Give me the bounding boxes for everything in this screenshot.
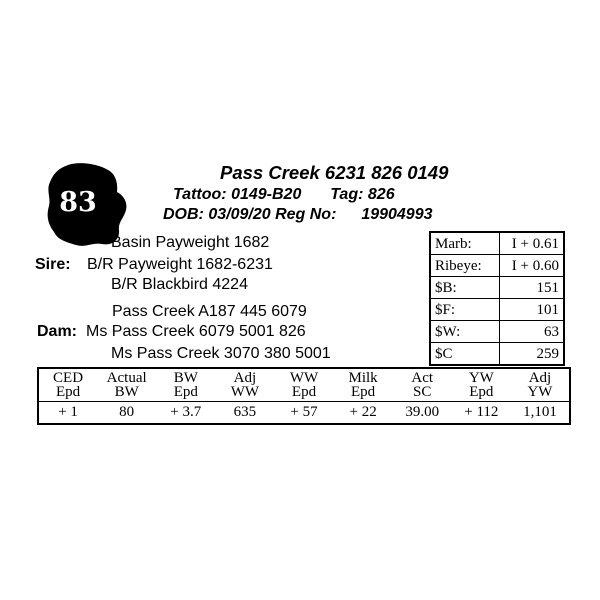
sire-name: B/R Payweight 1682-6231 (87, 256, 273, 273)
value-row (430, 343, 564, 366)
epd-header: YW (511, 385, 570, 402)
epd-header-row (38, 385, 570, 402)
tag-value: 826 (367, 186, 395, 203)
epd-header: Adj (233, 370, 257, 386)
dam-label: Dam: (37, 323, 78, 340)
epd-header: Actual (106, 370, 147, 386)
epd-header: Epd (334, 385, 393, 402)
value-label: Marb: (430, 232, 500, 255)
epd-header: Adj (528, 370, 552, 386)
epd-header: Epd (274, 385, 333, 402)
reg-label: Reg No: (275, 206, 337, 223)
value-cell: 151 (500, 277, 565, 299)
sire-of-sire: Basin Payweight 1682 (111, 234, 270, 251)
epd-value: 80 (119, 404, 135, 420)
sire-label: Sire: (35, 256, 71, 273)
epd-value: 1,101 (523, 404, 557, 420)
epd-header: BW (97, 385, 156, 402)
epd-header: BW (173, 370, 198, 386)
sire-of-dam: Pass Creek A187 445 6079 (112, 303, 307, 320)
value-cell: 63 (500, 321, 565, 343)
epd-header: WW (215, 385, 274, 402)
epd-table (37, 367, 571, 425)
value-row (430, 321, 564, 343)
epd-value: + 3.7 (170, 404, 202, 420)
value-cell: I + 0.60 (500, 255, 565, 277)
reg-value: 19904993 (361, 206, 433, 223)
value-cell: 259 (500, 343, 565, 366)
dam-of-sire: B/R Blackbird 4224 (111, 276, 248, 293)
value-row (430, 232, 564, 255)
epd-header: Epd (38, 385, 97, 402)
dob-label: DOB: (163, 206, 204, 223)
value-cell: 101 (500, 299, 565, 321)
epd-value: + 1 (58, 404, 78, 420)
value-label: $F: (430, 299, 500, 321)
value-cell: I + 0.61 (500, 232, 565, 255)
value-label: $C (430, 343, 500, 366)
epd-header: WW (289, 370, 319, 386)
epd-value: + 57 (290, 404, 318, 420)
value-row (430, 277, 564, 299)
epd-header: Milk (348, 370, 378, 386)
tattoo-label: Tattoo: (173, 186, 227, 203)
epd-header: CED (53, 370, 84, 386)
dam-of-dam: Ms Pass Creek 3070 380 5001 (111, 345, 331, 362)
epd-value: 635 (233, 404, 257, 420)
dob-line (163, 206, 433, 224)
dob-value: 03/09/20 (208, 206, 271, 223)
tag-label: Tag: (330, 186, 364, 203)
value-row (430, 255, 564, 277)
epd-header: YW (468, 370, 494, 386)
epd-value-row (38, 402, 570, 425)
epd-header: Epd (452, 385, 511, 402)
animal-name: Pass Creek 6231 826 0149 (220, 162, 449, 183)
value-label: $B: (430, 277, 500, 299)
lot-number: 83 (59, 187, 97, 218)
tattoo-line (173, 186, 395, 204)
dam-name: Ms Pass Creek 6079 5001 826 (86, 323, 306, 340)
epd-header: Epd (156, 385, 215, 402)
epd-header: SC (393, 385, 452, 402)
value-table (429, 231, 565, 366)
epd-value: + 22 (349, 404, 377, 420)
epd-value: + 112 (464, 404, 499, 420)
tattoo-value: 0149-B20 (231, 186, 302, 203)
epd-value: 39.00 (405, 404, 440, 420)
epd-header: Act (411, 370, 434, 386)
value-row (430, 299, 564, 321)
value-label: $W: (430, 321, 500, 343)
epd-header-row (38, 368, 570, 385)
value-label: Ribeye: (430, 255, 500, 277)
